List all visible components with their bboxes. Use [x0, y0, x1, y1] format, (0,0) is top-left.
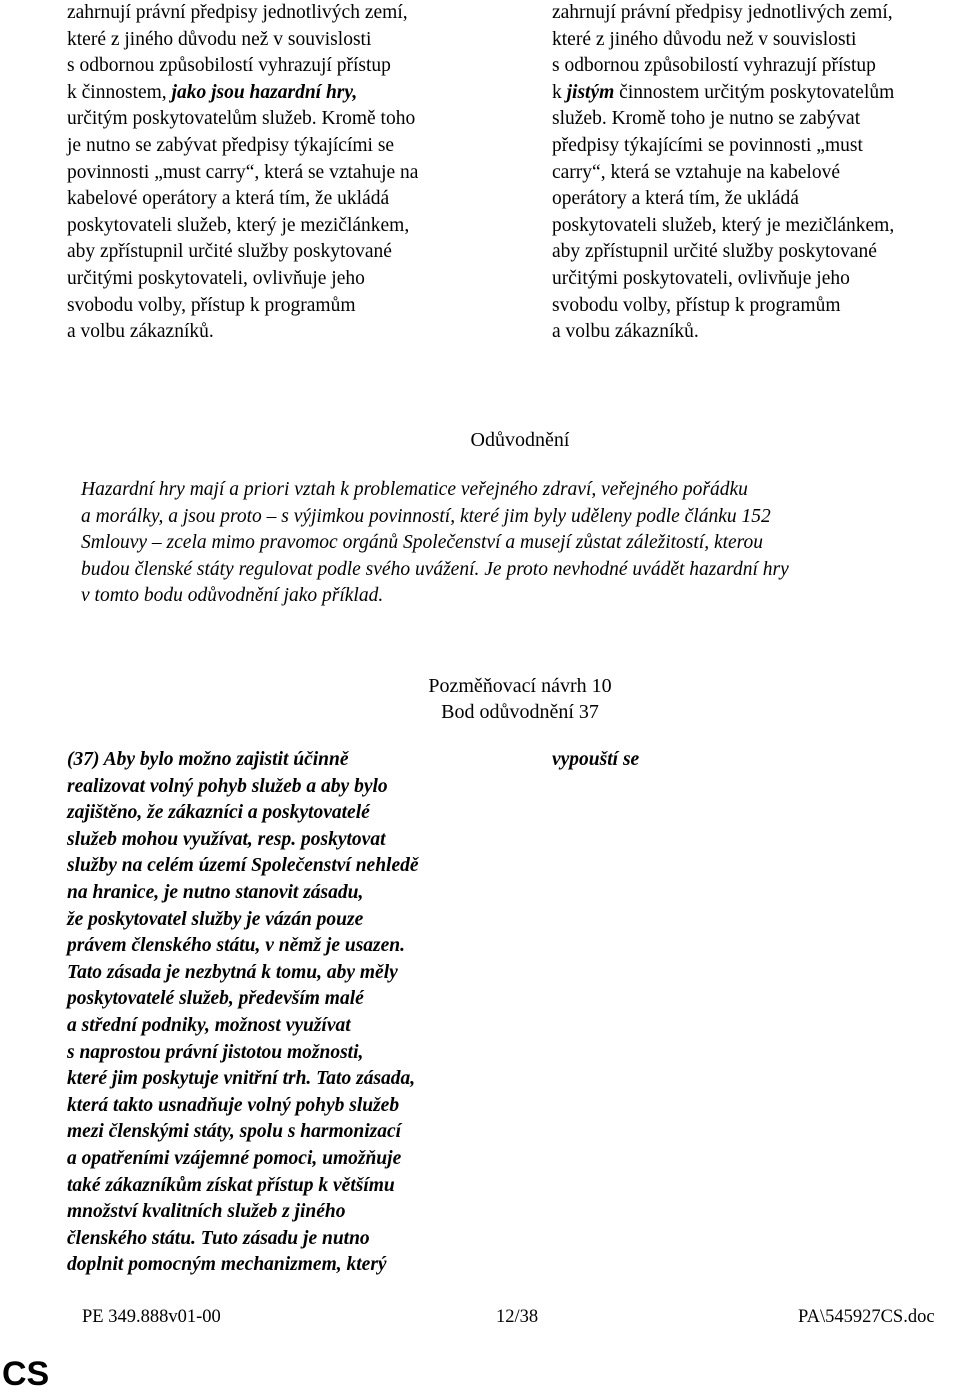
- footer-file-name: PA\545927CS.doc: [798, 1307, 935, 1327]
- language-code: CS: [2, 1355, 50, 1393]
- recital-line: služby na celém území Společenství nehledě: [67, 855, 419, 877]
- recital-line: zajištěno, že zákazníci a poskytovatelé: [67, 802, 370, 824]
- text-line: je nutno se zabývat předpisy týkajícími se: [67, 134, 395, 156]
- text-line: určitým poskytovatelům služeb. Kromě toho: [67, 108, 416, 130]
- amendment-heading: [0, 673, 960, 725]
- text-line: carry“, která se vztahuje na kabelové: [552, 161, 841, 183]
- emphasized-phrase: jistým: [566, 81, 615, 103]
- justification-title: Odůvodnění: [470, 429, 570, 451]
- recital-line: realizovat volný pohyb služeb a aby bylo: [67, 775, 388, 797]
- text-line: určitými poskytovateli, ovlivňuje jeho: [552, 267, 850, 289]
- text-line: s odbornou způsobilostí vyhrazují přístup: [552, 55, 876, 77]
- recital-line: a střední podniky, možnost využívat: [67, 1014, 351, 1036]
- text-line: zahrnují právní předpisy jednotlivých zemí,: [67, 2, 408, 23]
- justification-line: Hazardní hry mají a priori vztah k problematice veřejného zdraví, veřejného pořádku: [81, 479, 748, 500]
- text-line: svobodu volby, přístup k programům: [67, 294, 356, 316]
- left-column-original-text: [67, 0, 487, 346]
- justification-line: Smlouvy – zcela mimo pravomoc orgánů Společenství a musejí zůstat záležitostí, kterou: [81, 532, 764, 554]
- emphasized-phrase: jako jsou hazardní hry,: [171, 81, 358, 103]
- amendment-number: Pozměňovací návrh 10: [428, 675, 612, 697]
- text-line: a volbu zákazníků.: [67, 321, 214, 343]
- right-column-amended-text: [552, 0, 960, 346]
- recital-line: množství kvalitních služeb z jiného: [67, 1201, 346, 1223]
- deleted-note: vypouští se: [552, 749, 640, 770]
- footer-document-reference: PE 349.888v01-00: [82, 1307, 221, 1327]
- text-line: kabelové operátory a která tím, že ukládá: [67, 188, 390, 210]
- text-line: svobodu volby, přístup k programům: [552, 294, 841, 316]
- text-line: s odbornou způsobilostí vyhrazují přístup: [67, 55, 391, 77]
- recital-line: s naprostou právní jistotou možnosti,: [67, 1041, 364, 1063]
- right-column-deleted: [552, 747, 960, 774]
- text-line: operátory a která tím, že ukládá: [552, 188, 799, 210]
- text-line: poskytovateli služeb, který je mezičlánkem,: [67, 214, 410, 236]
- recital-line: právem členského státu, v němž je usazen.: [67, 935, 406, 957]
- recital-line: mezi členskými státy, spolu s harmonizací: [67, 1121, 402, 1143]
- recital-line: (37) Aby bylo možno zajistit účinně: [67, 749, 349, 770]
- recital-line: že poskytovatel služby je vázán pouze: [67, 908, 364, 930]
- recital-line: členského státu. Tuto zásadu je nutno: [67, 1227, 370, 1249]
- justification-text: [81, 477, 911, 610]
- text-line: aby zpřístupnil určité služby poskytované: [67, 241, 392, 263]
- recital-line: také zákazníkům získat přístup k většímu: [67, 1174, 395, 1196]
- text-line: poskytovateli služeb, který je mezičlánkem,: [552, 214, 895, 236]
- recital-line: na hranice, je nutno stanovit zásadu,: [67, 881, 364, 903]
- recital-line: a opatřeními vzájemné pomoci, umožňuje: [67, 1147, 402, 1169]
- text-line: a volbu zákazníků.: [552, 321, 699, 343]
- recital-line: doplnit pomocným mechanizmem, který: [67, 1254, 387, 1276]
- justification-line: budou členské státy regulovat podle svého uvážení. Je proto nevhodné uvádět hazardní hry: [81, 558, 789, 580]
- text-line: služeb. Kromě toho je nutno se zabývat: [552, 108, 861, 130]
- text-line: předpisy týkajícími se povinnosti „must: [552, 134, 863, 156]
- recital-line: Tato zásada je nezbytná k tomu, aby měly: [67, 961, 398, 983]
- text-line: které z jiného důvodu než v souvislosti: [552, 28, 857, 50]
- text-line: které z jiného důvodu než v souvislosti: [67, 28, 372, 50]
- recital-line: která takto usnadňuje volný pohyb služeb: [67, 1094, 400, 1116]
- text-line: zahrnují právní předpisy jednotlivých zemí,: [552, 2, 893, 23]
- footer-page-number: 12/38: [496, 1307, 539, 1327]
- text-line: povinnosti „must carry“, která se vztahuje na: [67, 161, 419, 183]
- recital-line: poskytovatelé služeb, především malé: [67, 988, 364, 1010]
- justification-line: v tomto bodu odůvodnění jako příklad.: [81, 585, 384, 607]
- text-line: k jistým činnostem určitým poskytovatelům: [552, 81, 895, 103]
- recital-line: které jim poskytuje vnitřní trh. Tato zásada,: [67, 1068, 416, 1090]
- recital-line: služeb mohou využívat, resp. poskytovat: [67, 828, 386, 850]
- text-line: určitými poskytovateli, ovlivňuje jeho: [67, 267, 365, 289]
- text-line: aby zpřístupnil určité služby poskytované: [552, 241, 877, 263]
- text-line: k činnostem, jako jsou hazardní hry,: [67, 81, 358, 103]
- amendment-target: Bod odůvodnění 37: [441, 701, 599, 723]
- justification-line: a morálky, a jsou proto – s výjimkou povinností, které jim byly uděleny podle článku 152: [81, 505, 771, 527]
- left-column-recital-37: [67, 747, 487, 1279]
